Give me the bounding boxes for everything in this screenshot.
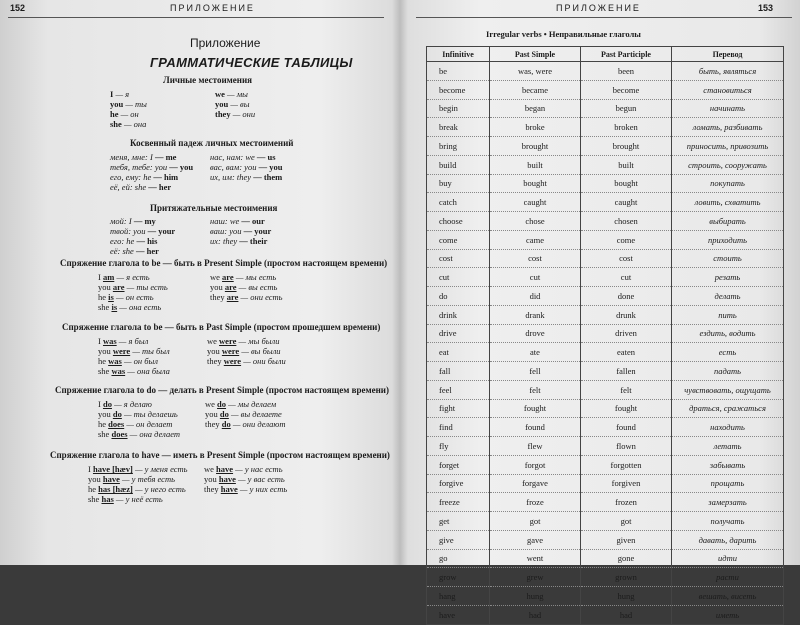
translation-cell: делать [672,287,784,306]
infinitive-cell: grow [427,568,490,587]
header-rule [416,17,792,18]
conjugation-row: she is — она есть [98,302,162,312]
conjugation-row: he is — он есть [98,292,154,302]
translation-cell: расти [672,568,784,587]
past-participle-cell: found [581,418,672,437]
infinitive-cell: freeze [427,493,490,512]
infinitive-cell: forget [427,455,490,474]
past-participle-cell: brought [581,137,672,156]
pronoun-row: её, ей: she — her [110,182,172,192]
past-simple-cell: gave [490,530,581,549]
infinitive-cell: fight [427,399,490,418]
pronoun-row: they — они [215,109,256,119]
infinitive-cell: have [427,605,490,624]
past-participle-cell: fought [581,399,672,418]
section-heading: Притяжательные местоимения [150,203,278,213]
conjugation-row: we do — мы делаем [205,399,277,409]
column-header: Past Simple [490,47,581,62]
pronoun-row: их, им: they — them [210,172,283,182]
past-participle-cell: had [581,605,672,624]
past-participle-cell: drunk [581,305,672,324]
past-simple-cell: did [490,287,581,306]
possessive-column-right [210,216,271,246]
conjugation-row: you do — вы делаете [205,409,282,419]
conjugation-row: I have [hæv] — у меня есть [88,464,188,474]
past-simple-cell: ate [490,343,581,362]
table-row [427,118,784,137]
past-simple-cell: brought [490,137,581,156]
infinitive-cell: find [427,418,490,437]
past-simple-cell: froze [490,493,581,512]
translation-cell: драться, сражаться [672,399,784,418]
table-row [427,530,784,549]
infinitive-cell: fly [427,437,490,456]
pronoun-row: его, ему: he — him [110,172,179,182]
table-row [427,568,784,587]
section-heading: Спряжение глагола to be — быть в Present Simple (простом настоящем времени) [60,258,388,268]
conjugation-row: I was — я был [98,336,149,346]
past-participle-cell: come [581,230,672,249]
infinitive-cell: break [427,118,490,137]
conjugation-column-right [210,272,283,302]
past-participle-cell: caught [581,193,672,212]
right-page [406,0,800,620]
past-simple-cell: found [490,418,581,437]
table-row [427,249,784,268]
conjugation-column-left [98,399,180,439]
table-row [427,80,784,99]
conjugation-row: you are — ты есть [98,282,168,292]
table-row [427,212,784,231]
translation-cell: чувствовать, ощущать [672,380,784,399]
translation-cell: начинать [672,99,784,118]
past-participle-cell: flown [581,437,672,456]
past-simple-cell: became [490,80,581,99]
infinitive-cell: give [427,530,490,549]
conjugation-row: you were — ты был [98,346,170,356]
table-row [427,380,784,399]
pronoun-row: её: she — her [110,246,159,256]
section-heading: Спряжение глагола to be — быть в Past Simple (простом прошедшем времени) [62,322,381,332]
possessive-column-left [110,216,175,256]
conjugation-row: we were — мы были [207,336,280,346]
infinitive-cell: buy [427,174,490,193]
past-participle-cell: cut [581,268,672,287]
infinitive-cell: forgive [427,474,490,493]
translation-cell: иметь [672,605,784,624]
past-participle-cell: frozen [581,493,672,512]
past-participle-cell: grown [581,568,672,587]
conjugation-column-left [88,464,188,504]
past-simple-cell: was, were [490,62,581,81]
infinitive-cell: eat [427,343,490,362]
translation-cell: приходить [672,230,784,249]
past-participle-cell: felt [581,380,672,399]
table-row [427,605,784,624]
conjugation-row: he has [hæz] — у него есть [88,484,186,494]
past-simple-cell: fell [490,362,581,381]
translation-cell: ломать, разбивать [672,118,784,137]
pronoun-row: их: they — their [210,236,268,246]
pronoun-row: меня, мне: I — me [110,152,177,162]
translation-cell: ездить, водить [672,324,784,343]
past-simple-cell: forgave [490,474,581,493]
section-heading: Спряжение глагола to do — делать в Present Simple (простом настоящем времени) [55,385,389,395]
past-participle-cell: eaten [581,343,672,362]
past-participle-cell: become [581,80,672,99]
translation-cell: вешать, висеть [672,587,784,606]
conjugation-row: I do — я делаю [98,399,152,409]
translation-cell: покупать [672,174,784,193]
pronoun-column-left [110,89,147,129]
past-participle-cell: hung [581,587,672,606]
infinitive-cell: catch [427,193,490,212]
conjugation-column-left [98,272,168,312]
translation-cell: давать, дарить [672,530,784,549]
past-participle-cell: been [581,62,672,81]
infinitive-cell: begin [427,99,490,118]
pronoun-row: вас, вам: you — you [210,162,283,172]
table-caption: Irregular verbs • Неправильные глаголы [486,29,641,39]
pronoun-row: you — вы [215,99,250,109]
past-simple-cell: built [490,155,581,174]
conjugation-row: she does — она делает [98,429,181,439]
past-simple-cell: grew [490,568,581,587]
conjugation-row: you have — у вас есть [204,474,285,484]
translation-cell: стоить [672,249,784,268]
infinitive-cell: bring [427,137,490,156]
table-row [427,512,784,531]
conjugation-column-right [204,464,287,494]
past-participle-cell: got [581,512,672,531]
conjugation-row: he does — он делает [98,419,173,429]
column-header: Past Participle [581,47,672,62]
infinitive-cell: drive [427,324,490,343]
table-row [427,549,784,568]
running-head-left: ПРИЛОЖЕНИЕ [170,3,255,13]
conjugation-row: you were — вы были [207,346,281,356]
translation-cell: замерзать [672,493,784,512]
conjugation-row: they do — они делают [205,419,286,429]
infinitive-cell: hang [427,587,490,606]
column-header: Infinitive [427,47,490,62]
past-participle-cell: bought [581,174,672,193]
table-row [427,287,784,306]
translation-cell: находить [672,418,784,437]
translation-cell: становиться [672,80,784,99]
past-simple-cell: caught [490,193,581,212]
conjugation-row: we have — у нас есть [204,464,283,474]
past-simple-cell: drove [490,324,581,343]
translation-cell: есть [672,343,784,362]
conjugation-row: you are — вы есть [210,282,278,292]
pronoun-row: твой: you — your [110,226,176,236]
translation-cell: летать [672,437,784,456]
translation-cell: забывать [672,455,784,474]
conjugation-column-left [98,336,170,376]
pronoun-row: you — ты [110,99,147,109]
table-row [427,455,784,474]
pronoun-row: we — мы [215,89,248,99]
infinitive-cell: cut [427,268,490,287]
pronoun-row: he — он [110,109,139,119]
left-page [0,0,392,565]
past-participle-cell: built [581,155,672,174]
conjugation-row: she was — она была [98,366,170,376]
pronoun-row: мой: I — my [110,216,156,226]
infinitive-cell: get [427,512,490,531]
table-row [427,362,784,381]
conjugation-column-right [207,336,286,366]
past-simple-cell: got [490,512,581,531]
past-simple-cell: bought [490,174,581,193]
table-row [427,155,784,174]
past-simple-cell: came [490,230,581,249]
past-participle-cell: fallen [581,362,672,381]
table-row [427,474,784,493]
past-participle-cell: broken [581,118,672,137]
translation-cell: пить [672,305,784,324]
object-pronoun-column-right [210,152,282,182]
pronoun-row: его: he — his [110,236,158,246]
past-participle-cell: begun [581,99,672,118]
infinitive-cell: drink [427,305,490,324]
section-heading: Личные местоимения [163,75,253,85]
header-rule [8,17,384,18]
section-heading: Спряжение глагола to have — иметь в Present Simple (простом настоящем времени) [50,450,390,460]
object-pronoun-column-left [110,152,193,192]
past-simple-cell: forgot [490,455,581,474]
table-row [427,418,784,437]
table-row [427,587,784,606]
conjugation-column-right [205,399,286,429]
conjugation-row: she has — у неё есть [88,494,163,504]
section-heading: Косвенный падеж личных местоимений [130,138,294,148]
table-row [427,268,784,287]
table-row [427,137,784,156]
past-simple-cell: cost [490,249,581,268]
translation-cell: получать [672,512,784,531]
infinitive-cell: be [427,62,490,81]
infinitive-cell: choose [427,212,490,231]
conjugation-row: you have — у тебя есть [88,474,175,484]
past-simple-cell: broke [490,118,581,137]
table-row [427,437,784,456]
table-row [427,343,784,362]
table-row [427,230,784,249]
translation-cell: строить, сооружать [672,155,784,174]
translation-cell: приносить, привозить [672,137,784,156]
past-simple-cell: felt [490,380,581,399]
conjugation-row: they are — они есть [210,292,283,302]
table-body [427,62,784,625]
infinitive-cell: fall [427,362,490,381]
grammar-tables-title: ГРАММАТИЧЕСКИЕ ТАБЛИЦЫ [150,55,353,70]
pronoun-row: нас, нам: we — us [210,152,276,162]
past-participle-cell: gone [581,549,672,568]
table-row [427,493,784,512]
past-participle-cell: cost [581,249,672,268]
pronoun-row: she — она [110,119,147,129]
infinitive-cell: do [427,287,490,306]
translation-cell: резать [672,268,784,287]
table-header-row [427,47,784,62]
past-simple-cell: hung [490,587,581,606]
past-participle-cell: forgiven [581,474,672,493]
conjugation-row: we are — мы есть [210,272,277,282]
translation-cell: прощать [672,474,784,493]
translation-cell: быть, являться [672,62,784,81]
past-participle-cell: chosen [581,212,672,231]
past-participle-cell: given [581,530,672,549]
conjugation-row: they have — у них есть [204,484,288,494]
infinitive-cell: come [427,230,490,249]
past-participle-cell: done [581,287,672,306]
running-head-right: ПРИЛОЖЕНИЕ [556,3,641,13]
translation-cell: идти [672,549,784,568]
conjugation-row: he was — он был [98,356,158,366]
translation-cell: падать [672,362,784,381]
past-participle-cell: forgotten [581,455,672,474]
table-row [427,399,784,418]
appendix-title: Приложение [190,36,261,50]
past-simple-cell: chose [490,212,581,231]
infinitive-cell: become [427,80,490,99]
past-simple-cell: drank [490,305,581,324]
infinitive-cell: go [427,549,490,568]
page-number-right: 153 [758,3,774,13]
past-simple-cell: went [490,549,581,568]
table-row [427,62,784,81]
past-participle-cell: driven [581,324,672,343]
past-simple-cell: cut [490,268,581,287]
pronoun-row: ваш: you — your [210,226,272,236]
irregular-verbs-table [426,46,784,625]
pronoun-row: I — я [110,89,130,99]
translation-cell: выбирать [672,212,784,231]
column-header: Перевод [672,47,784,62]
pronoun-row: наш: we — our [210,216,265,226]
table-row [427,305,784,324]
table-row [427,174,784,193]
conjugation-row: they were — они были [207,356,286,366]
infinitive-cell: cost [427,249,490,268]
past-simple-cell: had [490,605,581,624]
conjugation-row: I am — я есть [98,272,150,282]
page-number-left: 152 [10,3,26,13]
conjugation-row: you do — ты делаешь [98,409,178,419]
pronoun-column-right [215,89,255,119]
past-simple-cell: flew [490,437,581,456]
infinitive-cell: feel [427,380,490,399]
table-row [427,99,784,118]
translation-cell: ловить, схватить [672,193,784,212]
infinitive-cell: build [427,155,490,174]
past-simple-cell: began [490,99,581,118]
table-row [427,324,784,343]
table-row [427,193,784,212]
past-simple-cell: fought [490,399,581,418]
pronoun-row: тебя, тебе: you — you [110,162,194,172]
